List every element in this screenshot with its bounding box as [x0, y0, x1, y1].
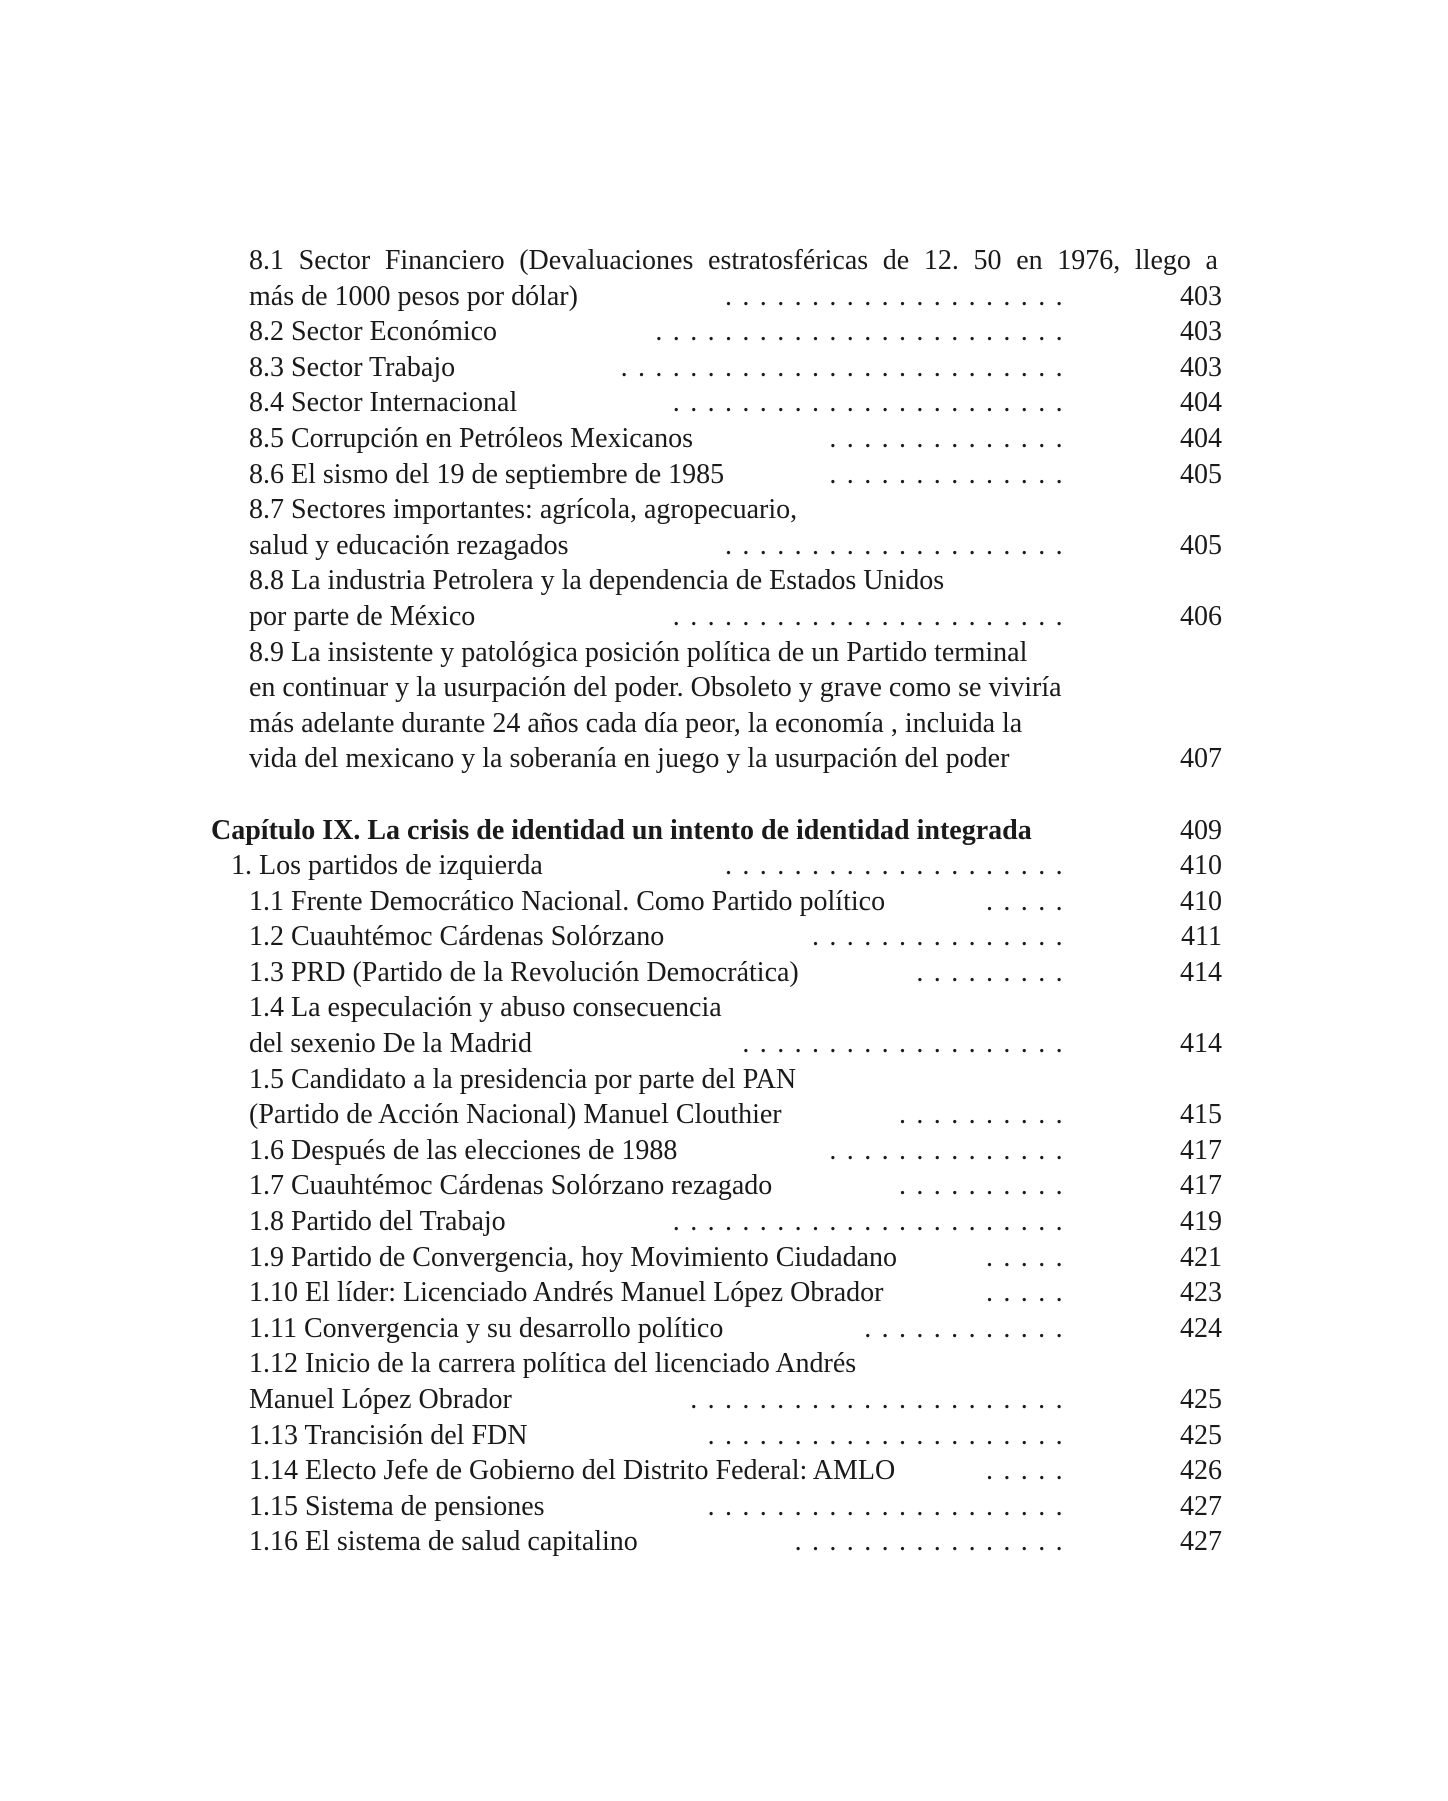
toc-entry-text: 1.10 El líder: Licenciado Andrés Manuel López Obrador — [249, 1275, 887, 1311]
toc-entry-text: 1.4 La especulación y abuso consecuencia — [249, 990, 726, 1026]
toc-page-number: 414 — [1180, 956, 1222, 988]
toc-entry-8-9-cont — [0, 706, 1448, 742]
toc-entry-8-2 — [0, 314, 1448, 350]
toc-entry-text: 8.3 Sector Trabajo — [249, 350, 459, 386]
toc-entry-8-6 — [0, 457, 1448, 493]
dot-leader: ..... — [986, 1241, 1073, 1273]
toc-entry-8-9-cont — [0, 670, 1448, 706]
toc-entry-text: 1.15 Sistema de pensiones — [249, 1489, 549, 1525]
toc-entry-text: 8.4 Sector Internacional — [249, 385, 521, 421]
toc-page-number: 409 — [1180, 814, 1222, 846]
toc-page-number: 404 — [1180, 387, 1222, 419]
toc-page-number: 404 — [1180, 422, 1222, 454]
toc-entry-text: del sexenio De la Madrid — [249, 1026, 536, 1062]
toc-entry-1-10 — [0, 1275, 1448, 1311]
toc-entry-8-9 — [0, 635, 1448, 671]
toc-page-number: 417 — [1180, 1134, 1222, 1166]
toc-entry-1-9 — [0, 1240, 1448, 1276]
toc-page-number: 419 — [1180, 1206, 1222, 1238]
toc-page-number: 427 — [1180, 1490, 1222, 1522]
toc-page-number: 414 — [1180, 1028, 1222, 1060]
toc-entry-text: 1.16 El sistema de salud capitalino — [249, 1524, 642, 1560]
toc-entry-1-16 — [0, 1524, 1448, 1560]
toc-entry-text: 1. Los partidos de izquierda — [231, 848, 547, 884]
toc-page-number: 403 — [1180, 351, 1222, 383]
toc-entry-1-4-cont — [0, 1026, 1448, 1062]
toc-page-number: 410 — [1180, 885, 1222, 917]
toc-entry-text: Manuel López Obrador — [249, 1382, 516, 1418]
toc-chapter-title: Capítulo IX. La crisis de identidad un intento de identidad integrada — [211, 813, 1036, 849]
toc-page-number: 417 — [1180, 1170, 1222, 1202]
toc-entry-8-1 — [0, 243, 1448, 279]
toc-entry-text: 1.6 Después de las elecciones de 1988 — [249, 1133, 681, 1169]
toc-entry-1-7 — [0, 1168, 1448, 1204]
toc-entry-8-7 — [0, 492, 1448, 528]
dot-leader: ....................... — [672, 600, 1073, 632]
toc-entry-text: por parte de México — [249, 599, 479, 635]
toc-page-number: 427 — [1180, 1526, 1222, 1558]
toc-entry-8-9-cont — [0, 741, 1448, 777]
toc-entry-text: 8.2 Sector Económico — [249, 314, 501, 350]
toc-entry-text: 8.1 Sector Financiero (Devaluaciones estratosféricas de 12. 50 en 1976, llego a — [249, 243, 1222, 279]
dot-leader: .............. — [829, 1134, 1073, 1166]
toc-page-number: 425 — [1180, 1419, 1222, 1451]
toc-entry-1-5-cont — [0, 1097, 1448, 1133]
toc-entry-text: 8.5 Corrupción en Petróleos Mexicanos — [249, 421, 697, 457]
toc-page-number: 424 — [1180, 1312, 1222, 1344]
toc-entry-1-14 — [0, 1453, 1448, 1489]
toc-entry-1-13 — [0, 1418, 1448, 1454]
toc-page-number: 425 — [1180, 1384, 1222, 1415]
dot-leader: ..... — [986, 1277, 1073, 1309]
toc-entry-text: 1.1 Frente Democrático Nacional. Como Partido político — [249, 884, 889, 920]
toc-entry-text: 1.2 Cuauhtémoc Cárdenas Solórzano — [249, 919, 668, 955]
toc-entry-8-5 — [0, 421, 1448, 457]
toc-entry-8-4 — [0, 385, 1448, 421]
toc-entry-text: 1.14 Electo Jefe de Gobierno del Distrito Federal: AMLO — [249, 1453, 899, 1489]
toc-entry-text: vida del mexicano y la soberanía en juego y la usurpación del poder — [249, 741, 1013, 777]
dot-leader: ....................... — [672, 387, 1073, 419]
toc-entry-text: 1.11 Convergencia y su desarrollo político — [249, 1311, 727, 1347]
dot-leader: .......... — [899, 1099, 1073, 1131]
toc-entry-text: 1.5 Candidato a la presidencia por parte del PAN — [249, 1062, 800, 1098]
toc-entry-text: salud y educación rezagados — [249, 528, 573, 564]
toc-entry-text: en continuar y la usurpación del poder. Obsoleto y grave como se viviría — [249, 670, 1066, 706]
toc-entry-1-11 — [0, 1311, 1448, 1347]
dot-leader: .......... — [899, 1170, 1073, 1202]
dot-leader: ................... — [742, 1028, 1073, 1060]
toc-entry-1-1 — [0, 884, 1448, 920]
toc-entry-1-12-cont — [0, 1382, 1448, 1418]
toc-entry-8-7-cont — [0, 528, 1448, 564]
toc-entry-1-8 — [0, 1204, 1448, 1240]
dot-leader: ..... — [986, 1455, 1073, 1487]
toc-chapter-9 — [0, 813, 1448, 849]
toc-entry-8-3 — [0, 350, 1448, 386]
toc-page-number: 423 — [1180, 1277, 1222, 1309]
dot-leader: .............. — [829, 422, 1073, 454]
toc-page-number: 403 — [1180, 280, 1222, 312]
toc-entry-1 — [0, 848, 1448, 884]
dot-leader: ..................... — [707, 1490, 1073, 1522]
toc-page-number: 403 — [1180, 316, 1222, 348]
toc-entry-1-12 — [0, 1346, 1448, 1382]
toc-page-number: 410 — [1180, 850, 1222, 882]
toc-entry-1-3 — [0, 955, 1448, 991]
toc-entry-text: 8.8 La industria Petrolera y la dependencia de Estados Unidos — [249, 563, 948, 599]
toc-page-number: 411 — [1181, 921, 1222, 953]
toc-entry-8-8 — [0, 563, 1448, 599]
toc-entry-text: (Partido de Acción Nacional) Manuel Clouthier — [249, 1097, 786, 1133]
dot-leader: ......... — [916, 956, 1073, 988]
toc-page-number: 406 — [1180, 600, 1222, 632]
dot-leader: ................ — [794, 1526, 1073, 1558]
dot-leader: ............... — [812, 921, 1073, 953]
toc-entry-text: 1.8 Partido del Trabajo — [249, 1204, 510, 1240]
toc-entry-8-8-cont — [0, 599, 1448, 635]
dot-leader: ..... — [986, 885, 1073, 917]
toc-entry-text: 1.7 Cuauhtémoc Cárdenas Solórzano rezagado — [249, 1168, 776, 1204]
toc-entry-text: 1.12 Inicio de la carrera política del licenciado Andrés — [249, 1346, 860, 1382]
dot-leader: .............. — [829, 458, 1073, 490]
toc-page-number: 405 — [1180, 529, 1222, 561]
dot-leader: ...................... — [690, 1384, 1073, 1415]
toc-entry-1-5 — [0, 1062, 1448, 1098]
table-of-contents — [0, 243, 1448, 1560]
toc-entry-8-1-cont — [0, 279, 1448, 315]
toc-entry-text: 8.6 El sismo del 19 de septiembre de 1985 — [249, 457, 728, 493]
dot-leader: ............ — [864, 1312, 1073, 1344]
toc-entry-text: más adelante durante 24 años cada día peor, la economía , incluida la — [249, 706, 1026, 742]
toc-entry-text: 1.9 Partido de Convergencia, hoy Movimiento Ciudadano — [249, 1240, 901, 1276]
toc-entry-1-4 — [0, 990, 1448, 1026]
toc-entry-text: 1.13 Trancisión del FDN — [249, 1418, 531, 1454]
toc-entry-1-6 — [0, 1133, 1448, 1169]
toc-entry-1-15 — [0, 1489, 1448, 1525]
toc-entry-text: 1.3 PRD (Partido de la Revolución Democrática) — [249, 955, 803, 991]
toc-page-number: 405 — [1180, 458, 1222, 490]
dot-leader: ........................ — [655, 316, 1073, 348]
toc-page-number: 421 — [1180, 1241, 1222, 1273]
toc-entry-text: 8.9 La insistente y patológica posición política de un Partido terminal — [249, 635, 1031, 671]
dot-leader: ..................... — [707, 1419, 1073, 1451]
toc-entry-1-2 — [0, 919, 1448, 955]
toc-entry-text: más de 1000 pesos por dólar) — [249, 279, 582, 315]
toc-page-number: 426 — [1180, 1455, 1222, 1487]
dot-leader: .................... — [725, 850, 1073, 882]
section-gap — [0, 777, 1448, 813]
dot-leader: .................... — [725, 529, 1073, 561]
toc-page-number: 407 — [1180, 743, 1222, 775]
dot-leader: .................... — [725, 280, 1073, 312]
toc-entry-text: 8.7 Sectores importantes: agrícola, agropecuario, — [249, 492, 801, 528]
toc-page-number: 415 — [1180, 1099, 1222, 1131]
dot-leader: .......................... — [620, 351, 1073, 383]
dot-leader: ....................... — [672, 1206, 1073, 1238]
